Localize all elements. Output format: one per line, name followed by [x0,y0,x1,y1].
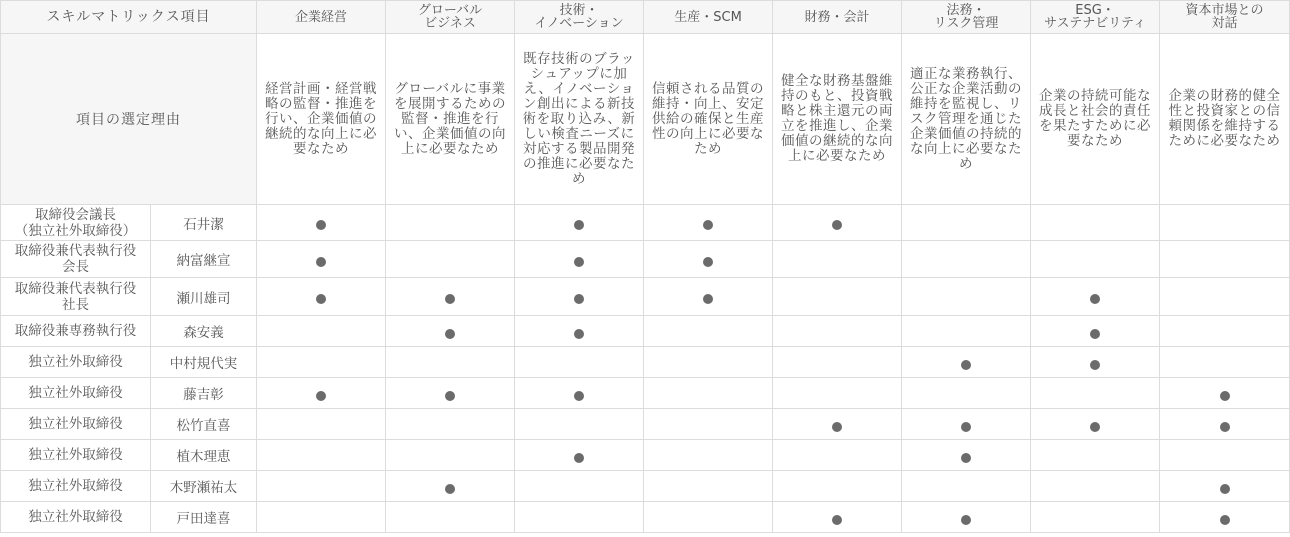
skill-cell [257,347,386,378]
skill-cell [644,205,773,241]
skill-cell [386,409,515,440]
skill-cell [386,241,515,278]
director-name: 植木理恵 [151,440,257,471]
skill-mark-dot-icon [832,422,842,432]
skill-cell [1031,471,1160,502]
skill-cell [773,241,902,278]
skill-mark-dot-icon [574,391,584,401]
skill-cell [1160,471,1290,502]
skill-mark-dot-icon [574,294,584,304]
matrix-label-header: スキルマトリックス項目 [1,1,257,34]
skill-cell [386,205,515,241]
skill-header-technology-innovation: 技術・ イノベーション [515,1,644,34]
skill-cell [644,378,773,409]
skill-cell [386,440,515,471]
skill-cell [1160,205,1290,241]
skill-cell [902,316,1031,347]
director-row [1,316,1290,347]
skill-cell [773,409,902,440]
skill-mark-dot-icon [1220,422,1230,432]
skill-cell [1160,316,1290,347]
skill-mark-dot-icon [316,220,326,230]
skill-cell [773,347,902,378]
skill-cell [386,471,515,502]
director-name: 木野瀬祐太 [151,471,257,502]
skill-cell [1160,347,1290,378]
skill-cell [515,316,644,347]
skill-mark-dot-icon [1220,515,1230,525]
skill-mark-dot-icon [832,515,842,525]
skill-cell [515,278,644,316]
skill-mark-dot-icon [316,391,326,401]
skill-cell [1031,440,1160,471]
skill-cell [902,241,1031,278]
skill-cell [902,409,1031,440]
skill-mark-dot-icon [961,360,971,370]
skill-mark-dot-icon [316,257,326,267]
skill-cell [257,205,386,241]
skill-cell [644,440,773,471]
skill-cell [902,278,1031,316]
skill-header-esg-sustainability: ESG・ サステナビリティ [1031,1,1160,34]
director-role: 独立社外取締役 [1,378,151,409]
skill-cell [1160,409,1290,440]
skill-cell [644,502,773,533]
skill-cell [644,241,773,278]
skill-cell [773,278,902,316]
director-role: 取締役兼代表執行役 社長 [1,278,151,316]
skill-cell [257,502,386,533]
skill-header-production-scm: 生産・SCM [644,1,773,34]
director-name: 松竹直喜 [151,409,257,440]
reason-text-technology-innovation: 既存技術のブラッシュアップに加え、イノベーション創出による新技術を取り込み、新しい検査ニーズに対応する製品開発の推進に必要なため [515,34,644,205]
skill-cell [386,316,515,347]
skill-cell [257,241,386,278]
skill-mark-dot-icon [445,329,455,339]
skill-cell [1160,278,1290,316]
skill-cell [515,502,644,533]
skill-cell [773,502,902,533]
director-row [1,205,1290,241]
director-name: 森安義 [151,316,257,347]
director-row [1,409,1290,440]
director-row [1,471,1290,502]
skill-cell [257,378,386,409]
skill-mark-dot-icon [961,422,971,432]
skill-mark-dot-icon [703,257,713,267]
skill-cell [773,316,902,347]
skill-cell [644,471,773,502]
skill-cell [773,205,902,241]
director-row [1,347,1290,378]
skill-mark-dot-icon [961,515,971,525]
director-role: 取締役兼専務執行役 [1,316,151,347]
skill-cell [257,409,386,440]
director-role: 独立社外取締役 [1,440,151,471]
reason-text-esg-sustainability: 企業の持続可能な成長と社会的責任を果たすために必要なため [1031,34,1160,205]
director-row [1,502,1290,533]
skill-cell [902,378,1031,409]
skill-mark-dot-icon [316,294,326,304]
director-name: 瀬川雄司 [151,278,257,316]
skill-cell [902,502,1031,533]
skill-mark-dot-icon [445,391,455,401]
director-name: 戸田達喜 [151,502,257,533]
skill-cell [515,440,644,471]
director-name: 藤吉彰 [151,378,257,409]
skill-cell [1160,440,1290,471]
skill-mark-dot-icon [703,220,713,230]
director-role: 独立社外取締役 [1,502,151,533]
skill-header-legal-risk: 法務・ リスク管理 [902,1,1031,34]
director-row [1,241,1290,278]
skill-mark-dot-icon [1090,360,1100,370]
skill-cell [1160,502,1290,533]
skill-header-management: 企業経営 [257,1,386,34]
director-name: 納富継宣 [151,241,257,278]
skill-cell [515,471,644,502]
skill-mark-dot-icon [1090,329,1100,339]
director-role: 独立社外取締役 [1,409,151,440]
reason-text-global-business: グローバルに事業を展開するための監督・推進を行い、企業価値の向上に必要なため [386,34,515,205]
skill-cell [386,378,515,409]
skill-mark-dot-icon [961,453,971,463]
skill-cell [773,378,902,409]
skill-mark-dot-icon [1220,484,1230,494]
skill-mark-dot-icon [1090,294,1100,304]
skill-cell [1031,241,1160,278]
skill-header-capital-market-dialogue: 資本市場との 対話 [1160,1,1290,34]
skill-mark-dot-icon [574,257,584,267]
skill-mark-dot-icon [445,294,455,304]
skill-cell [902,205,1031,241]
skill-cell [257,278,386,316]
skill-cell [773,440,902,471]
skill-cell [902,471,1031,502]
skill-cell [1160,241,1290,278]
director-row [1,440,1290,471]
reason-text-capital-market-dialogue: 企業の財務的健全性と投資家との信頼関係を維持するために必要なため [1160,34,1290,205]
skill-cell [902,347,1031,378]
director-role: 取締役会議長 （独立社外取締役） [1,205,151,241]
skill-header-finance-accounting: 財務・会計 [773,1,902,34]
reason-text-production-scm: 信頼される品質の維持・向上、安定供給の確保と生産性の向上に必要なため [644,34,773,205]
reason-row-label: 項目の選定理由 [1,34,257,205]
skill-cell [515,378,644,409]
skill-cell [386,502,515,533]
skill-mark-dot-icon [1090,422,1100,432]
skill-cell [515,241,644,278]
skill-cell [515,347,644,378]
skill-cell [773,471,902,502]
reason-text-finance-accounting: 健全な財務基盤維持のもと、投資戦略と株主還元の両立を推進し、企業価値の継続的な向上に必要なため [773,34,902,205]
director-role: 取締役兼代表執行役 会長 [1,241,151,278]
director-name: 中村規代実 [151,347,257,378]
skill-cell [515,205,644,241]
skill-cell [644,347,773,378]
director-row [1,278,1290,316]
reason-row [1,34,1290,205]
skill-cell [257,471,386,502]
skill-cell [644,409,773,440]
skill-mark-dot-icon [832,220,842,230]
skill-header-global-business: グローバル ビジネス [386,1,515,34]
director-role: 独立社外取締役 [1,471,151,502]
director-name: 石井潔 [151,205,257,241]
skill-mark-dot-icon [1220,391,1230,401]
skill-cell [386,278,515,316]
skill-mark-dot-icon [574,453,584,463]
skill-cell [644,278,773,316]
skill-cell [1031,316,1160,347]
skill-cell [1031,347,1160,378]
skill-cell [1031,409,1160,440]
skill-mark-dot-icon [703,294,713,304]
skill-cell [257,316,386,347]
reason-text-management: 経営計画・経営戦略の監督・推進を行い、企業価値の継続的な向上に必要なため [257,34,386,205]
skill-cell [1160,378,1290,409]
skill-cell [1031,502,1160,533]
skill-mark-dot-icon [445,484,455,494]
skill-cell [257,440,386,471]
skill-cell [515,409,644,440]
skill-mark-dot-icon [574,220,584,230]
header-row [1,1,1290,34]
reason-text-legal-risk: 適正な業務執行、公正な企業活動の維持を監視し、リスク管理を通じた企業価値の持続的な向上に必要なため [902,34,1031,205]
skill-cell [1031,278,1160,316]
skill-cell [386,347,515,378]
skill-cell [902,440,1031,471]
director-role: 独立社外取締役 [1,347,151,378]
skill-mark-dot-icon [574,329,584,339]
skill-cell [1031,378,1160,409]
director-row [1,378,1290,409]
skill-cell [644,316,773,347]
skill-cell [1031,205,1160,241]
